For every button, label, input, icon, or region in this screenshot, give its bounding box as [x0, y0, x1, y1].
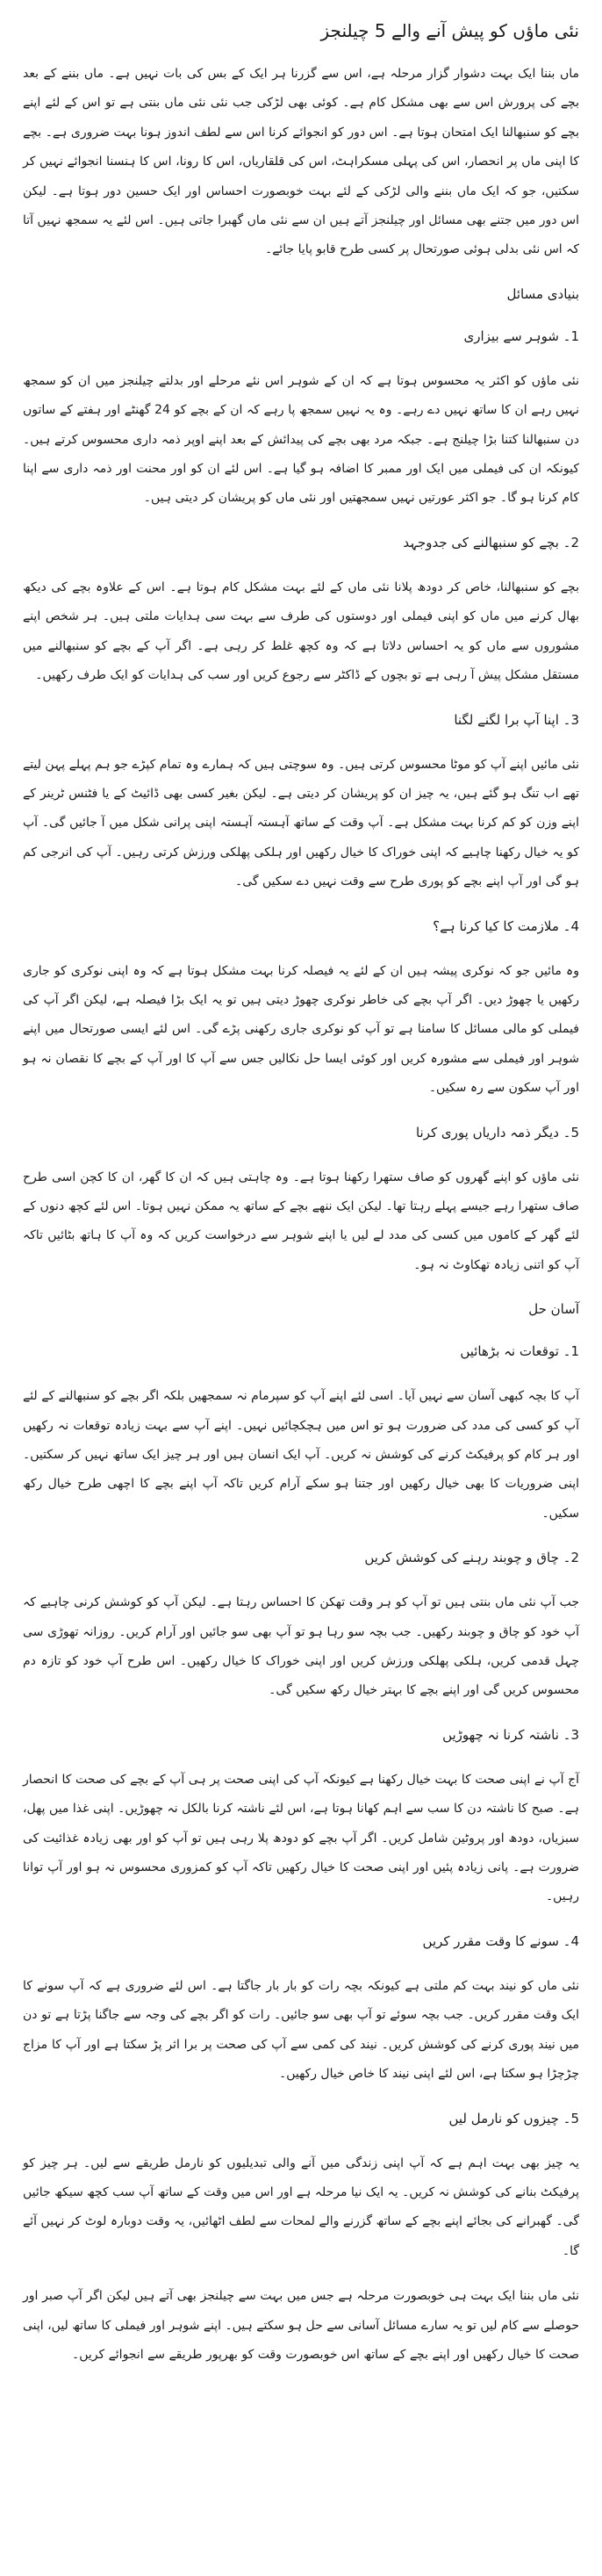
subheading: 3۔ ناشتہ کرنا نہ چھوڑیں [442, 1726, 579, 1743]
paragraph: نئی ماؤں کو اپنے گھروں کو صاف ستھرا رکھنا ہوتا ہے۔ وہ چاہتی ہیں کہ ان کا گھر، ان کا کچن اسی طرح صاف ستھرا رہے جیسے پہلے رہتا تھا۔ لیکن ایک ننھے بچے کے ساتھ یہ ممکن نہیں ہوتا۔ اس لئے کچھ دنوں کے لئے گھر کے کاموں میں کسی کی مدد لے لیں یا اپنے شوہر سے درخواست کریں کہ وہ آپ کا ہاتھ بٹائیں تاکہ آپ کو اتنی زیادہ تھکاوٹ نہ ہو۔ [23, 1169, 579, 1272]
subheading: 5۔ دیگر ذمہ داریاں پوری کرنا [415, 1124, 579, 1140]
paragraph: بچے کو سنبھالنا، خاص کر دودھ پلانا نئی ماں کے لئے بہت مشکل کام ہوتا ہے۔ اس کے علاوہ بچے کی دیکھ بھال کرنے میں ماں کو اپنی فیملی اور دوستوں کی طرف سے بہت سی ہدایات ملتی ہیں۔ ہر شخص اپنے مشوروں سے ماں کو یہ احساس دلاتا ہے کہ وہ کچھ غلط کر رہی ہے۔ اگر آپ کے بچے کو سنبھالنے میں مستقل مشکل پیش آ رہی ہے تو بچوں کے ڈاکٹر سے رجوع کریں اور سب کی ہدایات کو ایک طرف رکھیں۔ [23, 579, 579, 683]
paragraph: یہ چیز بھی بہت اہم ہے کہ آپ اپنی زندگی میں آنے والی تبدیلیوں کو نارمل طریقے سے لیں۔ ہر چیز کو پرفیکٹ بنانے کی کوشش نہ کریں۔ یہ ایک نیا مرحلہ ہے اور اس میں وقت کے ساتھ آپ سب کچھ سیکھ جائیں گی۔ گھبرانے کی بجائے اپنے بچے کے ساتھ گزرنے والے لمحات سے لطف اٹھائیں، یہ وقت دوبارہ لوٹ کر نہیں آئے گا۔ [23, 2155, 579, 2258]
subheading: 3۔ اپنا آپ برا لگنے لگنا [454, 711, 579, 728]
subheading: 1۔ توقعات نہ بڑھائیں [460, 1343, 579, 1360]
section-heading: آسان حل [528, 1301, 579, 1318]
article-body [23, 60, 579, 2370]
subheading: 4۔ ملازمت کا کیا کرنا ہے؟ [433, 917, 579, 934]
paragraph: نئی ماؤں کو اکثر یہ محسوس ہوتا ہے کہ ان کے شوہر اس نئے مرحلے اور بدلتے چیلنجز میں ان کو سمجھ نہیں رہے ان کا ساتھ نہیں دے رہے۔ وہ یہ نہیں سمجھ پا رہے کہ ان کے بچے کو 24 گھنٹے اور ہفتے کے ساتوں دن سنبھالنا کتنا بڑا چیلنج ہے۔ جبکہ مرد بھی بچے کی پیدائش کے بعد اپنے اوپر ذمہ داری محسوس کرتے ہیں۔ کیونکہ ان کی فیملی میں ایک اور ممبر کا اضافہ ہو گیا ہے۔ اس لئے ان کو اور محنت اور ذمہ داری سے اپنا کام کرنا ہو گا۔ جو اکثر عورتیں نہیں سمجھتیں اور نئی ماں کو پریشان کر دیتی ہیں۔ [23, 373, 580, 506]
subheading: 4۔ سونے کا وقت مقرر کریں [422, 1932, 579, 1949]
paragraph: نئی ماں کو نیند بہت کم ملتی ہے کیونکہ بچہ رات کو بار بار جاگتا ہے۔ اس لئے ضروری ہے کہ آپ سونے کا ایک وقت مقرر کریں۔ جب بچہ سوئے تو آپ بھی سو جائیں۔ رات کو اگر بچے کی وجہ سے جاگنا پڑتا ہے تو دن میں نیند پوری کرنے کی کوشش کریں۔ نیند کی کمی سے آپ کی صحت پر برا اثر پڑ سکتا ہے اور آپ کا مزاج چڑچڑا ہو سکتا ہے، اس لئے اپنی نیند کا خاص خیال رکھیں۔ [23, 1978, 579, 2082]
subheading: 2۔ چاق و چوبند رہنے کی کوشش کریں [364, 1550, 579, 1566]
section-heading: بنیادی مسائل [506, 285, 579, 302]
paragraph: وہ مائیں جو کہ نوکری پیشہ ہیں ان کے لئے یہ فیصلہ کرنا بہت مشکل ہوتا ہے کہ وہ اپنی نوکری کو جاری رکھیں یا چھوڑ دیں۔ اگر آپ بچے کی خاطر نوکری چھوڑ دیتی ہیں تو یہ ایک بڑا فیصلہ ہے، لیکن اگر آپ کی فیملی کو مالی مسائل کا سامنا ہے تو آپ کو نوکری جاری رکھنی پڑے گی۔ اس لئے ایسی صورتحال میں اپنے شوہر اور فیملی سے مشورہ کریں اور کوئی ایسا حل نکالیں جس سے آپ کا اور آپ کے بچے کا نقصان نہ ہو اور آپ سکون سے رہ سکیں۔ [23, 963, 579, 1096]
paragraph: ماں بننا ایک بہت دشوار گزار مرحلہ ہے، اس سے گزرنا ہر ایک کے بس کی بات نہیں ہے۔ ماں بننے کے بعد بچے کی پرورش اس سے بھی مشکل کام ہے۔ کوئی بھی لڑکی جب نئی نئی ماں بنتی ہے تو اس کے لئے اپنے بچے کو سنبھالنا ایک امتحان ہوتا ہے۔ اس دور کو انجوائے کرنا اس سے لطف اندوز ہونا بہت ضروری ہے۔ بچے کا اپنی ماں پر انحصار، اس کی پہلی مسکراہٹ، اس کی قلقاریاں، اس کا رونا، اس کا ہنسنا انجوائے نہیں کر سکتیں، جو کہ ایک ماں بننے والی لڑکی کے لئے بہت خوبصورت احساس اور ایک حسین دور ہوتا ہے۔ لیکن اس دور میں جتنے بھی مسائل اور چیلنجز آتے ہیں ان سے نئی ماں گھبرا جاتی ہیں۔ اس لئے یہ سمجھ نہیں آتا کہ اس نئی بدلی ہوئی صورتحال پر کسی طرح قابو پایا جائے۔ [23, 67, 579, 257]
subheading: 2۔ بچے کو سنبھالنے کی جدوجہد [403, 534, 579, 550]
paragraph: آج آپ نے اپنی صحت کا بہت خیال رکھنا ہے کیونکہ آپ کی اپنی صحت پر ہی آپ کے بچے کی صحت کا انحصار ہے۔ صبح کا ناشتہ دن کا سب سے اہم کھانا ہوتا ہے، اس لئے ناشتہ کرنا بالکل نہ چھوڑیں۔ اپنی غذا میں پھل، سبزیاں، دودھ اور پروٹین شامل کریں۔ اگر آپ بچے کو دودھ پلا رہی ہیں تو آپ کو اور بھی زیادہ غذائیت کی ضرورت ہے۔ پانی زیادہ پئیں اور اپنی صحت کا خیال رکھیں تاکہ آپ کو کمزوری محسوس نہ ہو اور آپ توانا رہیں۔ [23, 1772, 579, 1904]
subheading: 5۔ چیزوں کو نارمل لیں [448, 2110, 579, 2126]
paragraph: نئی ماں بننا ایک بہت ہی خوبصورت مرحلہ ہے جس میں بہت سے چیلنجز بھی آتے ہیں لیکن اگر آپ صبر اور حوصلے سے کام لیں تو یہ سارے مسائل آسانی سے حل ہو سکتے ہیں۔ اپنے شوہر اور فیملی کا ساتھ لیں، اپنی صحت کا خیال رکھیں اور اپنے بچے کے ساتھ اس خوبصورت وقت کو بھرپور طریقے سے انجوائے کریں۔ [23, 2289, 579, 2362]
subheading: 1۔ شوہر سے بیزاری [463, 327, 579, 344]
paragraph: نئی مائیں اپنے آپ کو موٹا محسوس کرتی ہیں۔ وہ سوچتی ہیں کہ ہمارے وہ تمام کپڑے جو ہم پہلے پہن لیتے تھے اب تنگ ہو گئے ہیں، یہ چیز ان کو پریشان کر دیتی ہے۔ لیکن بغیر کسی بھی ڈائیٹ کے یا فٹنس ٹرینر کے اپنے وزن کو کم کرنا بہت مشکل ہے۔ آپ وقت کے ساتھ آہستہ آہستہ اپنی پرانی شکل میں آ جائیں گی۔ آپ کو یہ خیال رکھنا چاہیے کہ اپنی خوراک کا خیال رکھیں اور ہلکی پھلکی ورزش کرتی رہیں۔ آپ کی انرجی کم ہو گی اور آپ اپنے بچے کو پوری طرح سے وقت نہیں دے سکیں گی۔ [23, 757, 579, 889]
article-title: نئی ماؤں کو پیش آنے والے 5 چیلنجز [320, 20, 579, 41]
paragraph: آپ کا بچہ کبھی آسان سے نہیں آیا۔ اسی لئے اپنے آپ کو سپرمام نہ سمجھیں بلکہ اگر بچے کو سنبھالنے کے لئے آپ کو کسی کی مدد کی ضرورت ہو تو اس میں ہچکچائیں نہیں۔ اپنے آپ سے بہت زیادہ توقعات نہ رکھیں اور ہر کام کو پرفیکٹ کرنے کی کوشش نہ کریں۔ آپ ایک انسان ہیں اور ہر چیز ایک ساتھ نہیں کر سکتیں۔ اپنی ضروریات کا بھی خیال رکھیں اور جتنا ہو سکے آرام کریں تاکہ آپ اپنے بچے کا اچھی طرح خیال رکھ سکیں۔ [23, 1389, 579, 1521]
paragraph: جب آپ نئی ماں بنتی ہیں تو آپ کو ہر وقت تھکن کا احساس رہتا ہے۔ لیکن آپ کو کوشش کرنی چاہیے کہ آپ خود کو چاق و چوبند رکھیں۔ جب بچہ سو رہا ہو تو آپ بھی سو جائیں اور آرام کریں۔ روزانہ تھوڑی سی چہل قدمی کریں، ہلکی پھلکی ورزش کریں اور اپنی خوراک کا خیال رکھیں۔ اس طرح آپ خود کو تازہ دم محسوس کریں گی اور اپنے بچے کا بہتر خیال رکھ سکیں گی۔ [23, 1595, 579, 1698]
